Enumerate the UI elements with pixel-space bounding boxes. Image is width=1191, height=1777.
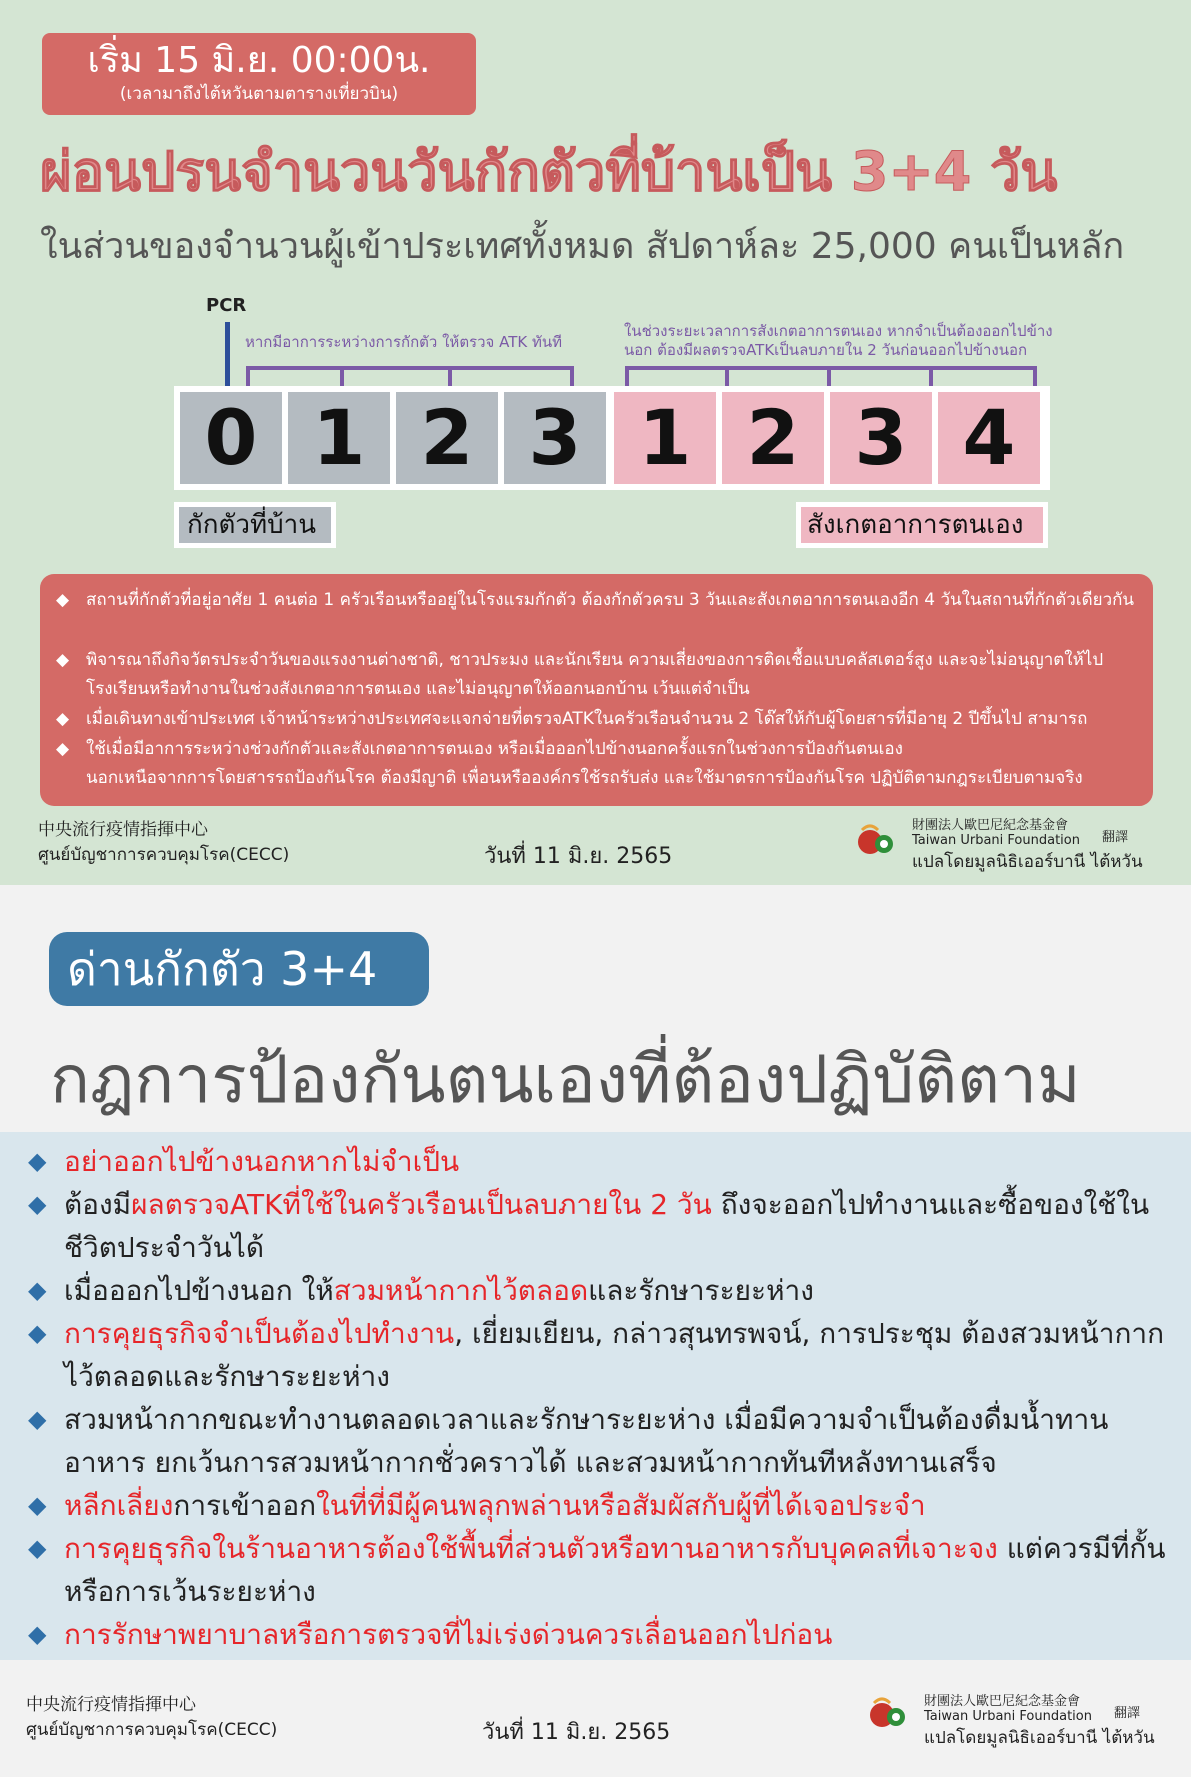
issue-date: วันที่ 11 มิ.ย. 2565 [484, 844, 673, 869]
rules-list [0, 1132, 1191, 1660]
bracket-tick [448, 366, 452, 388]
day-timeline [174, 386, 1050, 490]
rule-text: และรักษาระยะห่าง [588, 1274, 814, 1307]
start-date-box [42, 33, 476, 115]
org-name-zh: 中央流行疫情指揮中心 [38, 820, 208, 840]
start-date-note: (เวลามาถึงไต้หวันตามตารางเที่ยวบิน) [119, 84, 399, 104]
foundation-logo-icon [868, 1695, 910, 1733]
note-item [56, 735, 1136, 793]
note-text: พิจารณาถึงกิจวัตรประจำวันของแรงงานต่างชาติ, ชาวประมง และนักเรียน ความเสี่ยงของการติดเชื้อแบบคลัสเตอร์สูง และจะไม่อนุญาตให้ไปโรงเรียนหรือทำงานในช่วงสังเกตอาการตนเอง และไม่อนุญาตให้ออกนอกบ้าน เว้นแต่จำเป็น [86, 650, 1104, 699]
diamond-bullet-icon: ◆ [56, 650, 70, 670]
diamond-bullet-icon: ◆ [28, 1190, 47, 1218]
foundation-logo [856, 822, 898, 864]
foundation-name-en: Taiwan Urbani Foundation [924, 1709, 1092, 1724]
day-cell: 4 [938, 392, 1040, 484]
headline: ผ่อนปรนจำนวนวันกักตัวที่บ้านเป็น 3+4 วัน [40, 140, 1058, 203]
org-name-zh: 中央流行疫情指揮中心 [26, 1695, 196, 1715]
start-date: เริ่ม 15 มิ.ย. 00:00น. [87, 40, 431, 81]
day-cell: 1 [614, 392, 716, 484]
pcr-label: PCR [206, 295, 247, 316]
rule-text: , เยี่ยมเยียน, กล่าวสุนทรพจน์, การประชุม ต้องสวมหน้ากากไว้ตลอดและรักษาระยะห่าง [64, 1317, 1165, 1393]
quarantine-note: หากมีอาการระหว่างการกักตัว ให้ตรวจ ATK ทันที [245, 333, 562, 351]
foundation-name-en: Taiwan Urbani Foundation [912, 833, 1080, 848]
foundation-name-zh: 財團法人歐巴尼紀念基金會 [912, 818, 1069, 833]
rule-text: การเข้าออก [173, 1489, 317, 1522]
diamond-bullet-icon: ◆ [56, 739, 70, 759]
observation-note-line-1: ในช่วงระยะเวลาการสังเกตอาการตนเอง หากจำเป็นต้องออกไปข้าง [624, 322, 1053, 340]
bracket-tick [827, 366, 831, 388]
rule-highlight: การรักษาพยาบาลหรือการตรวจที่ไม่เร่งด่วนควรเลื่อนออกไปก่อน [64, 1618, 833, 1651]
rule-item [28, 1484, 1168, 1527]
foundation-name-th: แปลโดยมูลนิธิเออร์บานี ไต้หวัน [912, 852, 1143, 872]
diamond-bullet-icon: ◆ [56, 590, 70, 610]
day-cell: 3 [504, 392, 606, 484]
rule-text: ต้องมี [64, 1188, 132, 1221]
org-name-th: ศูนย์บัญชาการควบคุมโรค(CECC) [38, 845, 290, 865]
note-text: สถานที่กักตัวที่อยู่อาศัย 1 คนต่อ 1 ครัวเรือนหรืออยู่ในโรงแรมกักตัว ต้องกักตัวครบ 3 วันและสังเกตอาการตนเองอีก 4 วันในสถานที่กักตัวเดียวกัน [86, 590, 1135, 610]
day-cell: 3 [830, 392, 932, 484]
rule-text: เมื่อออกไปข้างนอก ให้ [64, 1274, 334, 1307]
diamond-bullet-icon: ◆ [28, 1491, 47, 1519]
observation-label [796, 502, 1048, 548]
rules-title: กฎการป้องกันตนเองที่ต้องปฏิบัติตาม [50, 1041, 1081, 1118]
translation-label: 翻譯 [1114, 1706, 1141, 1721]
subheadline: ในส่วนของจำนวนผู้เข้าประเทศทั้งหมด สัปดาห์ละ 25,000 คนเป็นหลัก [40, 226, 1125, 267]
rule-highlight: หลีกเลี่ยง [64, 1489, 174, 1522]
diamond-bullet-icon: ◆ [56, 709, 70, 729]
day-cell: 2 [396, 392, 498, 484]
day-cell: 1 [288, 392, 390, 484]
issue-date: วันที่ 11 มิ.ย. 2565 [482, 1720, 671, 1745]
rule-item [28, 1312, 1168, 1398]
rule-text: ถึงจะออกไปทำงานและซื้อของใช้ในชีวิตประจำวันได้ [64, 1188, 1150, 1264]
org-name-th: ศูนย์บัญชาการควบคุมโรค(CECC) [26, 1720, 278, 1740]
note-text-continued: นอกเหนือจากการโดยสารรถป้องกันโรค ต้องมีญาติ เพื่อนหรือองค์กรใช้รถรับส่ง และใช้มาตรการป้องกันโรค ปฏิบัติตามกฎระเบียบตามจริง [86, 768, 1083, 788]
note-text: เมื่อเดินทางเข้าประเทศ เจ้าหน้าระหว่างประเทศจะแจกจ่ายที่ตรวจATKในครัวเรือนจำนวน 2 โด๊สให้กับผู้โดยสารที่มีอายุ 2 ปีขึ้นไป สามารถ [86, 709, 1088, 729]
bracket-tick [725, 366, 729, 388]
diamond-bullet-icon: ◆ [28, 1276, 47, 1304]
rule-item [28, 1183, 1168, 1269]
note-item [56, 586, 1136, 615]
diamond-bullet-icon: ◆ [28, 1147, 47, 1175]
diamond-bullet-icon: ◆ [28, 1319, 47, 1347]
rule-item [28, 1527, 1168, 1613]
day-cell: 2 [722, 392, 824, 484]
observation-note [624, 322, 1053, 360]
foundation-name-th: แปลโดยมูลนิธิเออร์บานี ไต้หวัน [924, 1728, 1155, 1748]
observation-note-line-2: นอก ต้องมีผลตรวจATKเป็นลบภายใน 2 วันก่อนออกไปข้างนอก [624, 341, 1028, 359]
foundation-logo-icon [856, 822, 898, 860]
bracket-tick [929, 366, 933, 388]
translation-label: 翻譯 [1102, 830, 1129, 845]
rule-item [28, 1140, 1168, 1183]
day-cell: 0 [180, 392, 282, 484]
foundation-name-zh: 財團法人歐巴尼紀念基金會 [924, 1694, 1081, 1709]
org-block [26, 1693, 277, 1743]
quarantine-label-text: กักตัวที่บ้าน [179, 507, 331, 543]
rule-highlight: การคุยธุรกิจในร้านอาหารต้องใช้พื้นที่ส่วนตัวหรือทานอาหารกับบุคคลที่เจาะจง [64, 1532, 998, 1565]
note-item [56, 705, 1136, 734]
rule-highlight: ในที่ที่มีผู้คนพลุกพล่านหรือสัมผัสกับผู้ที่ได้เจอประจำ [316, 1489, 926, 1522]
rules-notes-box [40, 574, 1153, 806]
observation-label-text: สังเกตอาการตนเอง [801, 507, 1043, 543]
diamond-bullet-icon: ◆ [28, 1620, 47, 1648]
section-tag: ด่านกักตัว 3+4 [49, 932, 429, 1006]
note-text: ใช้เมื่อมีอาการระหว่างช่วงกักตัวและสังเกตอาการตนเอง หรือเมื่อออกไปข้างนอกครั้งแรกในช่วงการป้องกันตนเอง [86, 739, 903, 759]
rule-item [28, 1613, 1168, 1656]
bracket-tick [340, 366, 344, 388]
diamond-bullet-icon: ◆ [28, 1405, 47, 1433]
rule-highlight: อย่าออกไปข้างนอกหากไม่จำเป็น [64, 1145, 460, 1178]
diamond-bullet-icon: ◆ [28, 1534, 47, 1562]
rule-text: สวมหน้ากากขณะทำงานตลอดเวลาและรักษาระยะห่าง เมื่อมีความจำเป็นต้องดื่มน้ำทานอาหาร ยกเว้นการสวมหน้ากากชั่วคราวได้ และสวมหน้ากากทันทีหลังทานเสร็จ [64, 1403, 1109, 1479]
foundation-logo [868, 1695, 910, 1737]
rule-item [28, 1269, 1168, 1312]
org-block [38, 818, 289, 868]
note-item [56, 646, 1136, 704]
rule-highlight: การคุยธุรกิจจำเป็นต้องไปทำงาน [64, 1317, 455, 1350]
rule-highlight: ผลตรวจATKที่ใช้ในครัวเรือนเป็นลบภายใน 2 วัน [131, 1188, 712, 1221]
rule-highlight: สวมหน้ากากไว้ตลอด [333, 1274, 589, 1307]
rule-item [28, 1398, 1168, 1484]
pcr-marker-line [225, 322, 230, 388]
rule-text: แต่ควรมีที่กั้นหรือการเว้นระยะห่าง [64, 1532, 1166, 1608]
quarantine-label [174, 502, 336, 548]
